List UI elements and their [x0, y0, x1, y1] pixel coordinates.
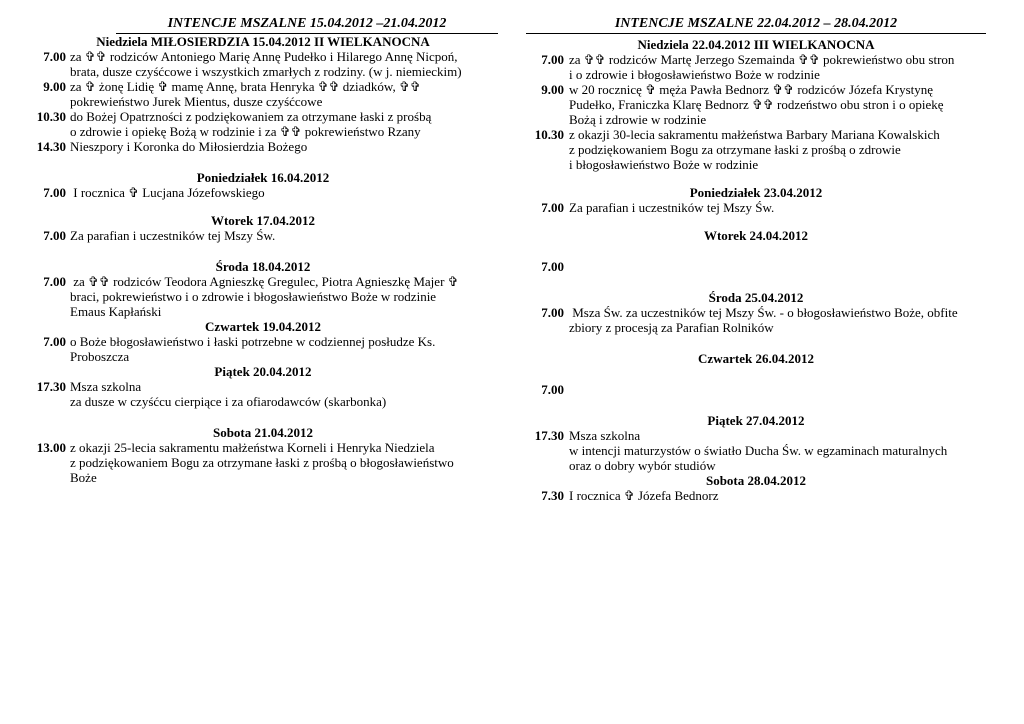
- mass-time-empty: [28, 394, 66, 409]
- mass-time-empty: [526, 112, 564, 127]
- mass-entry-line: [526, 320, 986, 335]
- left-column: [28, 14, 498, 485]
- mass-intention: Msza szkolna: [70, 379, 142, 394]
- mass-time: 17.30: [36, 379, 66, 394]
- mass-time-empty: [28, 349, 66, 364]
- mass-entry-line: [28, 470, 498, 485]
- mass-intention: za ✞✞ rodziców Martę Jerzego Szemainda ✞✞ pokrewieństwo obu stron: [569, 52, 955, 67]
- mass-entry-line: [526, 458, 986, 473]
- mass-entry: [28, 334, 498, 349]
- day-title: Wtorek 24.04.2012: [703, 228, 809, 243]
- mass-intention: w 20 rocznicę ✞ męża Pawła Bednorz ✞✞ rodziców Józefa Krystynę: [569, 82, 934, 97]
- mass-intention: do Bożej Opatrzności z podziękowaniem za otrzymane łaski z prośbą: [70, 109, 432, 124]
- mass-intention: i o zdrowie i błogosławieństwo Boże w rodzinie: [569, 67, 820, 82]
- mass-time-empty: [526, 97, 564, 112]
- mass-time-empty: [526, 142, 564, 157]
- day-title: Piątek 27.04.2012: [707, 413, 805, 428]
- mass-intention: za ✞✞ rodziców Teodora Agnieszkę Gregulec, Piotra Agnieszkę Majer ✞: [70, 274, 459, 289]
- spacer: [526, 274, 986, 290]
- mass-intention: z okazji 25-lecia sakramentu małżeństwa Korneli i Henryka Niedziela: [70, 440, 435, 455]
- mass-time-empty: [526, 157, 564, 172]
- spacer: [28, 154, 498, 170]
- mass-intention: pokrewieństwo Jurek Mientus, dusze czyśćcowe: [70, 94, 323, 109]
- day-title: Wtorek 17.04.2012: [210, 213, 316, 228]
- day-title: Czwartek 19.04.2012: [205, 319, 321, 334]
- day-title: Środa 18.04.2012: [215, 259, 311, 274]
- mass-entry: [28, 109, 498, 124]
- spacer: [28, 200, 498, 213]
- mass-intention: i błogosławieństwo Boże w rodzinie: [569, 157, 759, 172]
- mass-entry: [28, 139, 498, 154]
- mass-intention: za ✞✞ rodziców Antoniego Marię Annę Pudełko i Hilarego Annę Nicpoń,: [70, 49, 458, 64]
- mass-time: 7.00: [43, 49, 66, 64]
- spacer: [526, 215, 986, 228]
- spacer: [28, 409, 498, 425]
- mass-intention: oraz o dobry wybór studiów: [569, 458, 716, 473]
- mass-intention: Pudełko, Franiczka Klarę Bednorz ✞✞ rodzeństwo obu stron i o opiekę: [569, 97, 944, 112]
- mass-entry-line: [28, 124, 498, 139]
- mass-intention: o zdrowie i opiekę Bożą w rodzinie i za ✞✞ pokrewieństwo Rzany: [70, 124, 421, 139]
- mass-entry-line: [28, 455, 498, 470]
- mass-time-empty: [28, 304, 66, 319]
- mass-intention: Msza szkolna: [569, 428, 641, 443]
- mass-time: 7.00: [43, 228, 66, 243]
- mass-intention: Emaus Kapłański: [70, 304, 162, 319]
- mass-entry-line: [28, 64, 498, 79]
- right-column: [526, 14, 986, 503]
- right-week-header: INTENCJE MSZALNE 22.04.2012 – 28.04.2012: [526, 14, 986, 34]
- mass-time-empty: [526, 67, 564, 82]
- mass-intention: w intencji maturzystów o światło Ducha Św. w egzaminach maturalnych: [569, 443, 948, 458]
- mass-intention: Za parafian i uczestników tej Mszy Św.: [70, 228, 276, 243]
- day-title: Niedziela 22.04.2012 III WIELKANOCNA: [637, 37, 875, 52]
- mass-entry: [28, 440, 498, 455]
- mass-time: 7.30: [541, 488, 564, 503]
- mass-entry-line: [526, 157, 986, 172]
- mass-entry: [526, 127, 986, 142]
- day-title: Niedziela MIŁOSIERDZIA 15.04.2012 II WIELKANOCNA: [96, 34, 430, 49]
- mass-time-empty: [526, 443, 564, 458]
- mass-intention: Msza Św. za uczestników tej Mszy Św. - o błogosławieństwo Boże, obfite: [569, 305, 958, 320]
- mass-intention: o Boże błogosławieństwo i łaski potrzebne w codziennej posłudze Ks.: [70, 334, 436, 349]
- mass-time: 7.00: [541, 259, 564, 274]
- spacer: [526, 397, 986, 413]
- mass-intention: I rocznica ✞ Lucjana Józefowskiego: [70, 185, 265, 200]
- mass-entry: [526, 382, 986, 397]
- mass-time-empty: [28, 94, 66, 109]
- mass-entry: [526, 488, 986, 503]
- mass-time: 9.00: [43, 79, 66, 94]
- spacer: [526, 243, 986, 259]
- mass-time-empty: [28, 124, 66, 139]
- mass-entry: [526, 82, 986, 97]
- day-title: Sobota 21.04.2012: [212, 425, 314, 440]
- mass-time: 13.00: [36, 440, 66, 455]
- mass-entry: [28, 228, 498, 243]
- mass-intention: zbiory z procesją za Parafian Rolników: [569, 320, 774, 335]
- day-title: Sobota 28.04.2012: [705, 473, 807, 488]
- day-title: Środa 25.04.2012: [708, 290, 804, 305]
- spacer: [28, 243, 498, 259]
- mass-time: 14.30: [36, 139, 66, 154]
- mass-time: 17.30: [534, 428, 564, 443]
- mass-entry: [526, 428, 986, 443]
- mass-intention: brata, dusze czyśćcowe i wszystkich zmarłych z rodziny. (w j. niemieckim): [70, 64, 462, 79]
- mass-entry: [526, 52, 986, 67]
- mass-time: 9.00: [541, 82, 564, 97]
- mass-entry: [28, 49, 498, 64]
- mass-time-empty: [28, 470, 66, 485]
- mass-time-empty: [526, 320, 564, 335]
- mass-intention: za dusze w czyśćcu cierpiące i za ofiarodawców (skarbonka): [70, 394, 387, 409]
- day-title: Poniedziałek 23.04.2012: [689, 185, 823, 200]
- mass-time: 10.30: [36, 109, 66, 124]
- mass-entry-line: [28, 349, 498, 364]
- mass-time: 7.00: [541, 200, 564, 215]
- mass-time: 7.00: [43, 334, 66, 349]
- day-title: Piątek 20.04.2012: [214, 364, 312, 379]
- mass-entry-line: [526, 443, 986, 458]
- mass-time-empty: [28, 455, 66, 470]
- mass-time: 7.00: [43, 185, 66, 200]
- mass-time: 10.30: [534, 127, 564, 142]
- mass-time: 7.00: [541, 382, 564, 397]
- mass-intention: [564, 259, 986, 274]
- mass-entry-line: [28, 289, 498, 304]
- mass-time: 7.00: [541, 305, 564, 320]
- mass-time-empty: [526, 458, 564, 473]
- mass-time: 7.00: [43, 274, 66, 289]
- mass-intention: Boże: [70, 470, 97, 485]
- mass-intention: Nieszpory i Koronka do Miłosierdzia Bożego: [70, 139, 308, 154]
- mass-entry: [28, 274, 498, 289]
- mass-intention: z okazji 30-lecia sakramentu małżeństwa Barbary Mariana Kowalskich: [569, 127, 940, 142]
- mass-entry-line: [526, 142, 986, 157]
- mass-intention: Bożą i zdrowie w rodzinie: [569, 112, 707, 127]
- mass-intention: za ✞ żonę Lidię ✞ mamę Annę, brata Henryka ✞✞ dziadków, ✞✞: [70, 79, 421, 94]
- day-title: Poniedziałek 16.04.2012: [196, 170, 330, 185]
- mass-intention: z podziękowaniem Bogu za otrzymane łaski z prośbą o błogosławieństwo: [70, 455, 454, 470]
- mass-entry-line: [28, 394, 498, 409]
- mass-intention: z podziękowaniem Bogu za otrzymane łaski z prośbą o zdrowie: [569, 142, 901, 157]
- mass-time-empty: [28, 289, 66, 304]
- day-title: Czwartek 26.04.2012: [698, 351, 814, 366]
- mass-intention: Za parafian i uczestników tej Mszy Św.: [569, 200, 775, 215]
- spacer: [526, 172, 986, 185]
- spacer: [526, 366, 986, 382]
- mass-intention: [564, 382, 986, 397]
- mass-time: 7.00: [541, 52, 564, 67]
- mass-entry-line: [28, 94, 498, 109]
- mass-time-empty: [28, 64, 66, 79]
- mass-entry-line: [526, 112, 986, 127]
- mass-entry-line: [526, 97, 986, 112]
- left-week-header: INTENCJE MSZALNE 15.04.2012 –21.04.2012: [116, 14, 498, 34]
- mass-entry: [526, 305, 986, 320]
- mass-entry-line: [28, 304, 498, 319]
- mass-entry: [28, 185, 498, 200]
- mass-intention: I rocznica ✞ Józefa Bednorz: [569, 488, 719, 503]
- mass-intention: Proboszcza: [70, 349, 130, 364]
- mass-entry: [28, 79, 498, 94]
- mass-entry: [526, 259, 986, 274]
- spacer: [526, 335, 986, 351]
- mass-entry: [28, 379, 498, 394]
- mass-entry: [526, 200, 986, 215]
- mass-entry-line: [526, 67, 986, 82]
- mass-intention: braci, pokrewieństwo i o zdrowie i błogosławieństwo Boże w rodzinie: [70, 289, 437, 304]
